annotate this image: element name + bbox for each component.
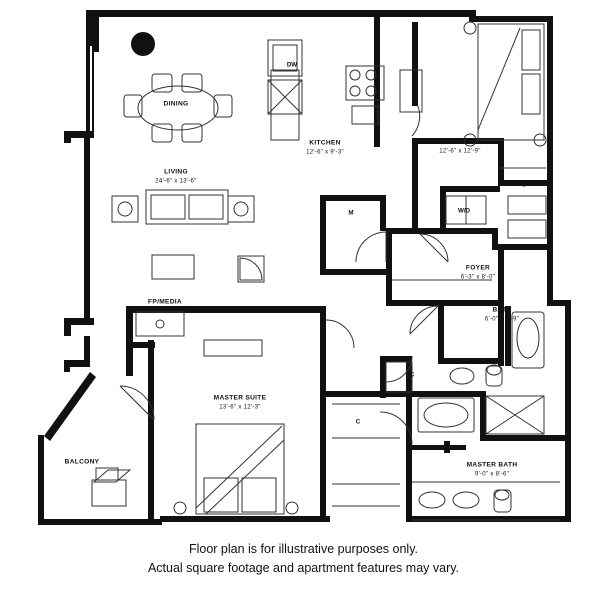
fixture-tag-closet-hall: C xyxy=(409,371,415,379)
room-label-kitchen: KITCHEN 12'-6" x 9'-3" xyxy=(306,139,344,155)
disclaimer-line-2: Actual square footage and apartment features may vary. xyxy=(147,561,460,575)
fixture-tag-dishwasher: DW xyxy=(286,61,298,69)
room-label-living: LIVING 24'-6" x 13'-6" xyxy=(155,168,197,184)
disclaimer xyxy=(0,540,607,578)
fixture-tag-mechanical: M xyxy=(348,209,354,217)
room-label-fp-media: FP/MEDIA xyxy=(148,298,182,306)
room-label-bedroom: BEDROOM 12'-6" x 12'-9" xyxy=(439,138,481,154)
room-label-dining: DINING xyxy=(163,100,189,108)
room-label-bath: BATH 6'-0" x 8'-9" xyxy=(484,306,520,322)
fixture-tag-washer-dryer: W/D xyxy=(457,207,471,215)
room-label-master-suite: MASTER SUITE 13'-6" x 12'-3" xyxy=(213,394,267,410)
fixture-tag-closet-bedroom: C xyxy=(521,181,527,189)
room-label-foyer: FOYER 6'-3" x 8'-0" xyxy=(460,264,496,280)
disclaimer-line-1: Floor plan is for illustrative purposes only. xyxy=(188,542,419,556)
fixture-tag-closet-master: C xyxy=(355,418,361,426)
room-label-master-bath: MASTER BATH 9'-0" x 8'-6" xyxy=(466,461,518,477)
room-label-balcony: BALCONY xyxy=(64,458,100,466)
